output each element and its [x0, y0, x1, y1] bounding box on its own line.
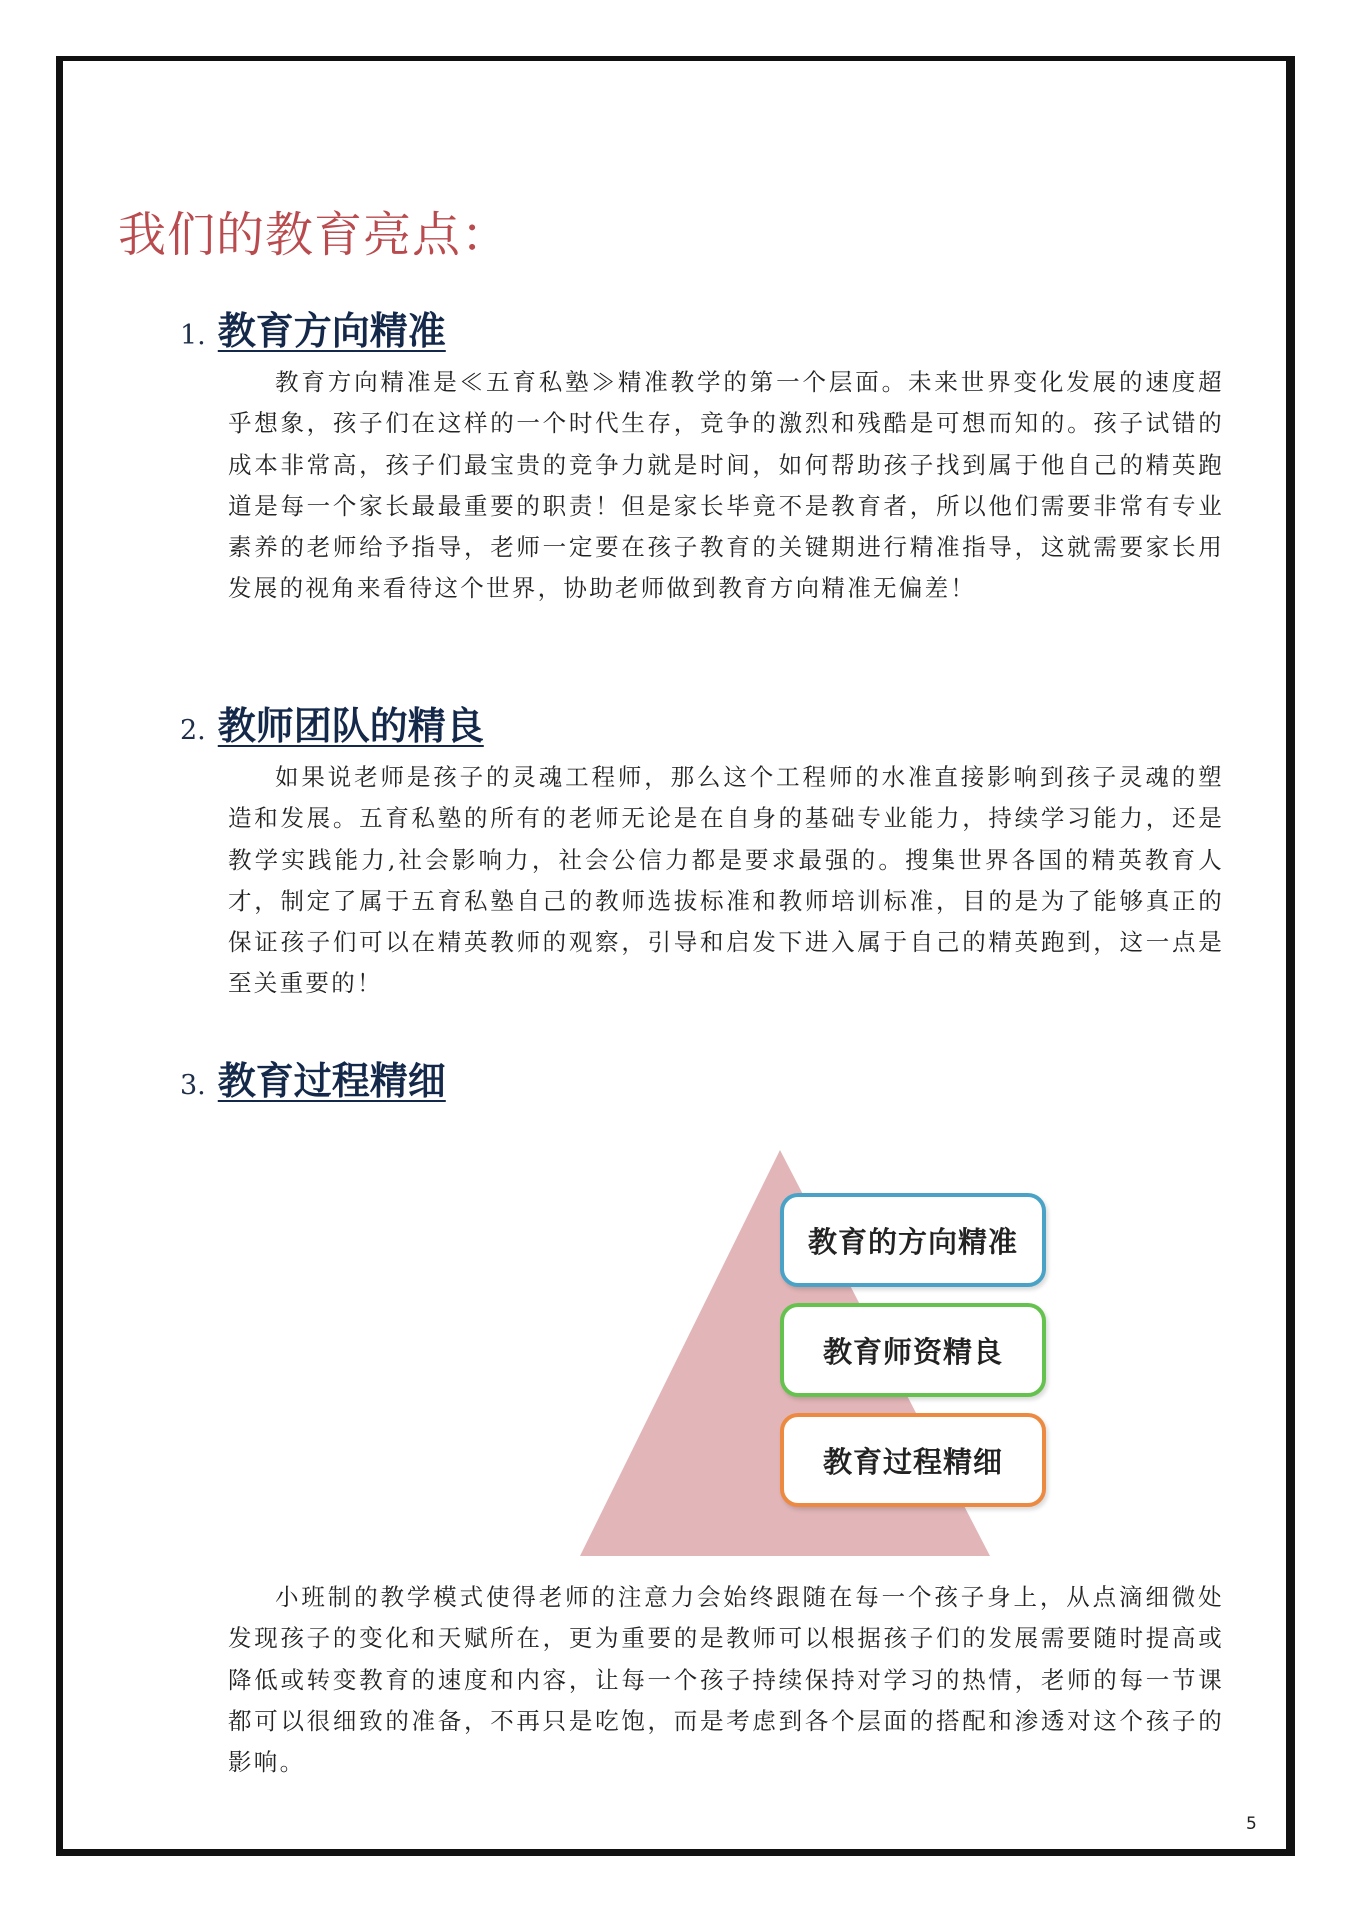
pyramid-level-3: 教育过程精细 [780, 1413, 1046, 1507]
section-title: 教育过程精细 [217, 1059, 446, 1103]
page-number: 5 [1246, 1814, 1257, 1834]
section-number: 3. [180, 1070, 206, 1101]
section-heading-2 [180, 695, 484, 750]
section-paragraph-2: 如果说老师是孩子的灵魂工程师，那么这个工程师的水准直接影响到孩子灵魂的塑造和发展。五育私塾的所有的老师无论是在自身的基础专业能力，持续学习能力，还是教学实践能力,社会影响力，社会公信力都是要求最强的。搜集世界各国的精英教育人才，制定了属于五育私塾自己的教师选拔标准和教师培训标准，目的是为了能够真正的保证孩子们可以在精英教师的观察，引导和启发下进入属于自己的精英跑到，这一点是至关重要的！ [228, 763, 1224, 998]
section-number: 1. [180, 320, 206, 351]
section-title: 教育方向精准 [217, 309, 446, 353]
section-paragraph-1: 教育方向精准是≪五育私塾≫精准教学的第一个层面。未来世界变化发展的速度超乎想象，孩子们在这样的一个时代生存，竞争的激烈和残酷是可想而知的。孩子试错的成本非常高，孩子们最宝贵的竞争力就是时间，如何帮助孩子找到属于他自己的精英跑道是每一个家长最最重要的职责！但是家长毕竟不是教育者，所以他们需要非常有专业素养的老师给予指导，老师一定要在孩子教育的关键期进行精准指导，这就需要家长用发展的视角来看待这个世界，协助老师做到教育方向精准无偏差！ [228, 368, 1224, 603]
section-title: 教师团队的精良 [217, 704, 484, 748]
page-title: 我们的教育亮点： [118, 207, 511, 263]
section-heading-3 [180, 1050, 446, 1105]
section-heading-1 [180, 300, 446, 355]
pyramid-level-1: 教育的方向精准 [780, 1193, 1046, 1287]
pyramid-level-2: 教育师资精良 [780, 1303, 1046, 1397]
section-paragraph-3: 小班制的教学模式使得老师的注意力会始终跟随在每一个孩子身上，从点滴细微处发现孩子的变化和天赋所在，更为重要的是教师可以根据孩子们的发展需要随时提高或降低或转变教育的速度和内容，让每一个孩子持续保持对学习的热情，老师的每一节课都可以很细致的准备，不再只是吃饱，而是考虑到各个层面的搭配和渗透对这个孩子的影响。 [228, 1583, 1224, 1777]
section-number: 2. [180, 715, 206, 746]
